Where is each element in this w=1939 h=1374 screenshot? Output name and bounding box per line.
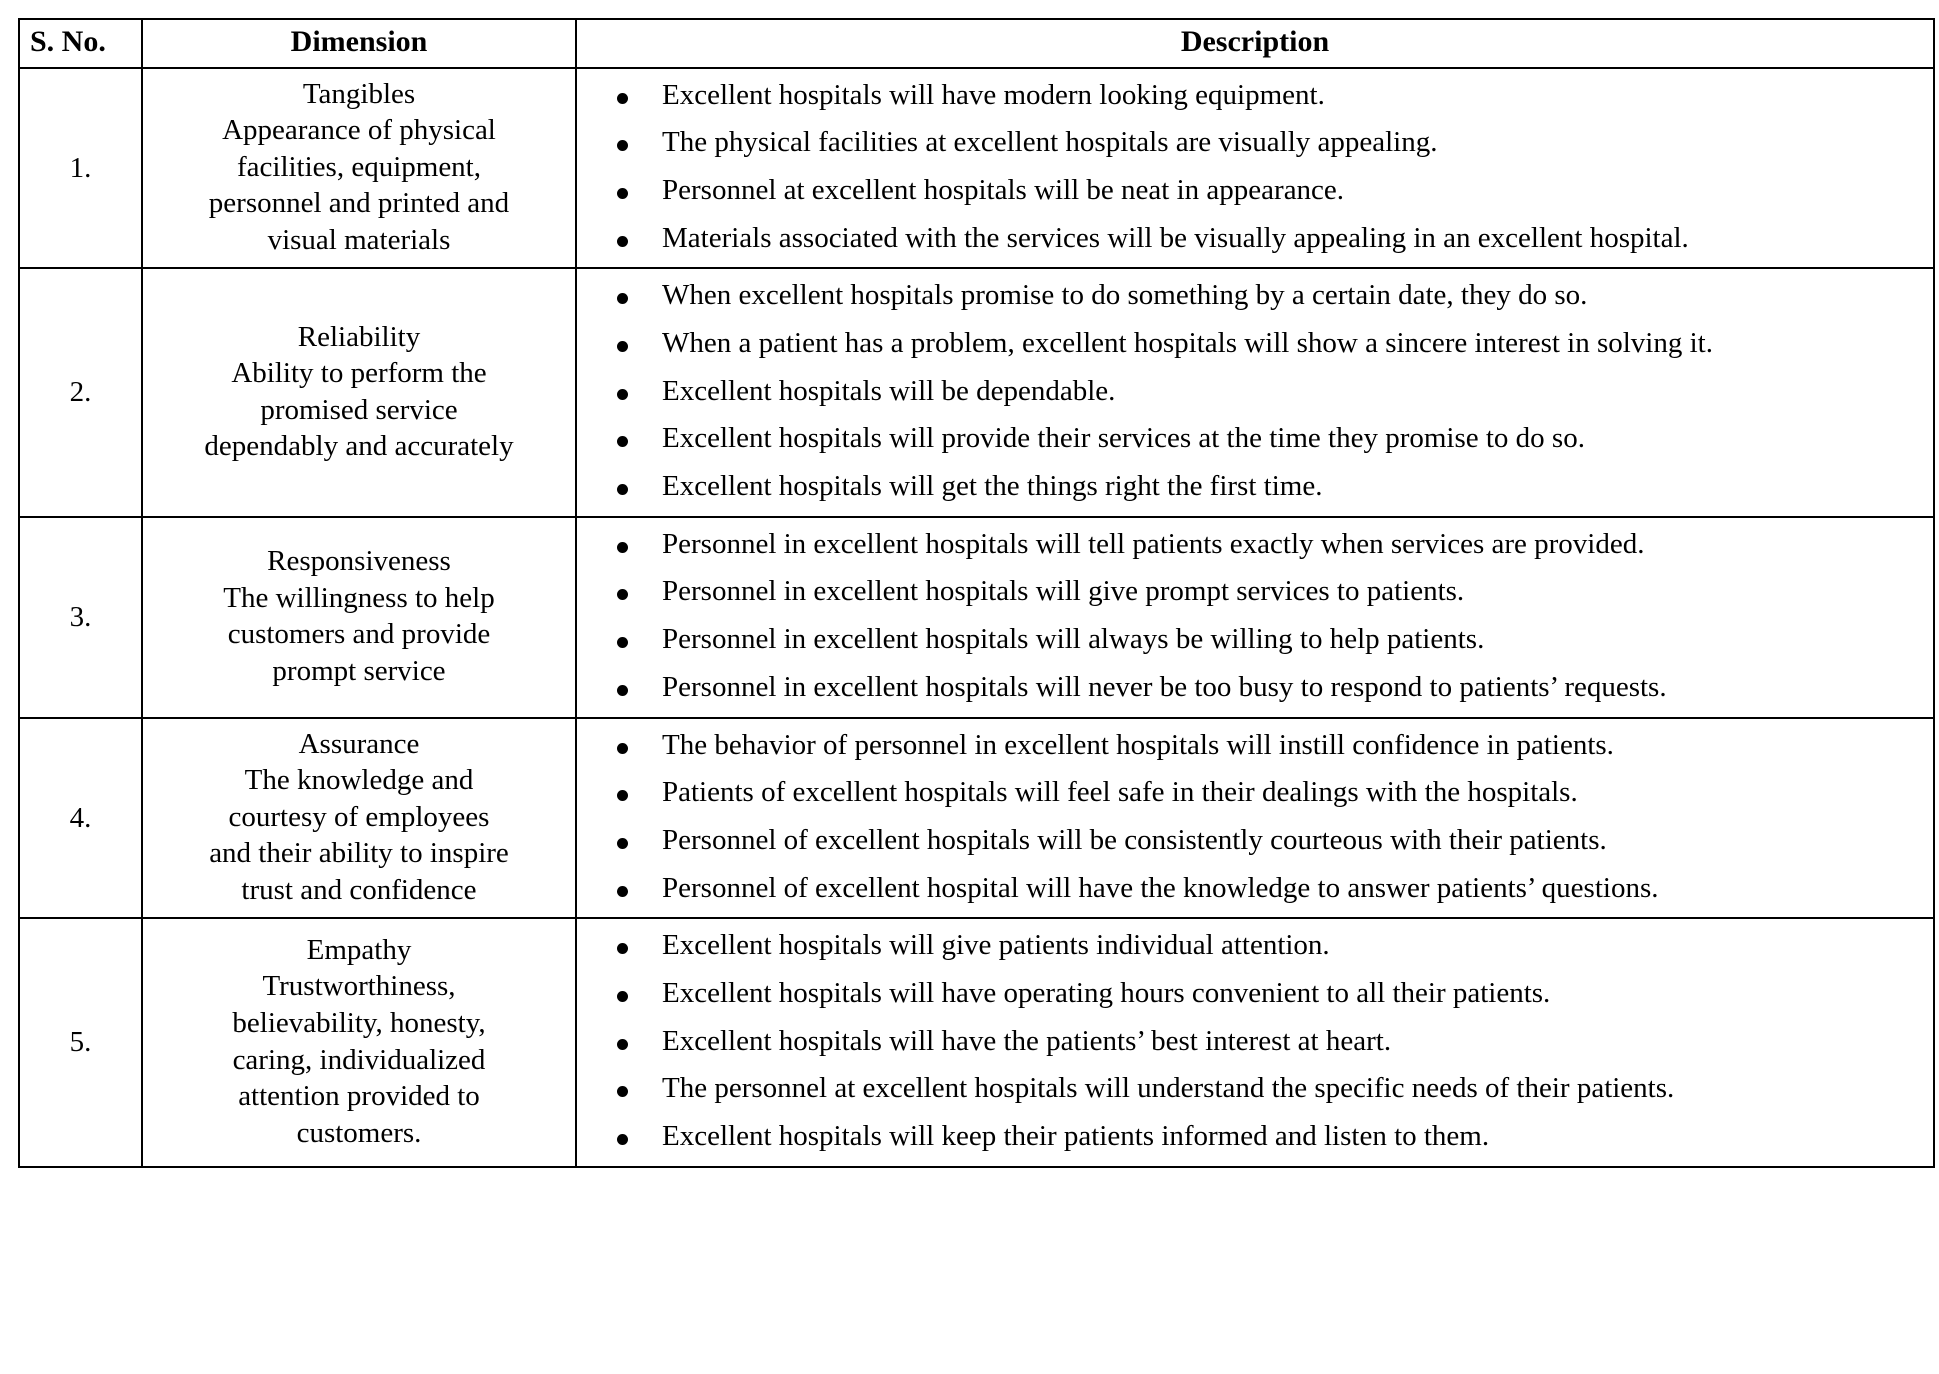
dimension-title: Responsiveness xyxy=(267,545,451,578)
cell-description xyxy=(576,918,1934,1166)
description-bullet-item: Excellent hospitals will give patients individual attention. xyxy=(577,927,1923,965)
dimension-description-line: trust and confidence xyxy=(241,873,477,906)
dimension-text-block xyxy=(153,319,565,465)
dimension-description-line: dependably and accurately xyxy=(204,430,514,463)
dimension-description-line: Ability to perform the xyxy=(231,357,487,390)
description-bullet-item: Excellent hospitals will have operating hours convenient to all their patients. xyxy=(577,975,1923,1013)
description-bullet-item: The behavior of personnel in excellent hospitals will instill confidence in patients. xyxy=(577,727,1923,765)
table-header-row xyxy=(19,19,1934,68)
dimension-description-line: caring, individualized xyxy=(232,1043,486,1076)
dimension-description-line: personnel and printed and xyxy=(208,187,510,220)
table-row xyxy=(19,918,1934,1166)
dimension-text-block xyxy=(153,76,565,259)
table-row xyxy=(19,68,1934,269)
dimension-text-block xyxy=(153,543,565,689)
description-bullet-item: Personnel in excellent hospitals will always be willing to help patients. xyxy=(577,621,1923,659)
table-body xyxy=(19,68,1934,1167)
dimension-description-line: facilities, equipment, xyxy=(236,150,481,183)
description-bullet-list xyxy=(577,526,1923,707)
description-bullet-item: When excellent hospitals promise to do something by a certain date, they do so. xyxy=(577,277,1923,315)
description-bullet-item: The personnel at excellent hospitals will understand the specific needs of their patients. xyxy=(577,1070,1923,1108)
cell-description xyxy=(576,68,1934,269)
description-bullet-item: Personnel in excellent hospitals will tell patients exactly when services are provided. xyxy=(577,526,1923,564)
table-row xyxy=(19,268,1934,516)
servqual-dimensions-table-container xyxy=(18,18,1933,1168)
description-bullet-item: Personnel of excellent hospital will have the knowledge to answer patients’ questions. xyxy=(577,870,1923,908)
cell-description xyxy=(576,517,1934,718)
cell-description xyxy=(576,268,1934,516)
description-bullet-list xyxy=(577,927,1923,1155)
description-bullet-item: Excellent hospitals will provide their services at the time they promise to do so. xyxy=(577,420,1923,458)
description-bullet-item: Patients of excellent hospitals will feel safe in their dealings with the hospitals. xyxy=(577,774,1923,812)
servqual-dimensions-table xyxy=(18,18,1935,1168)
dimension-description-line: promised service xyxy=(260,393,458,426)
dimension-title: Reliability xyxy=(297,320,421,353)
description-bullet-item: Excellent hospitals will get the things right the first time. xyxy=(577,468,1923,506)
description-bullet-list xyxy=(577,277,1923,505)
dimension-description-line: attention provided to xyxy=(238,1080,480,1113)
cell-serial-number: 1. xyxy=(19,68,142,269)
column-header-description: Description xyxy=(576,19,1934,68)
description-bullet-item: Personnel in excellent hospitals will never be too busy to respond to patients’ requests. xyxy=(577,669,1923,707)
description-bullet-item: When a patient has a problem, excellent hospitals will show a sincere interest in solving it. xyxy=(577,325,1923,363)
description-bullet-item: Personnel of excellent hospitals will be consistently courteous with their patients. xyxy=(577,822,1923,860)
description-bullet-item: Materials associated with the services will be visually appealing in an excellent hospital. xyxy=(577,220,1923,258)
description-bullet-item: Personnel at excellent hospitals will be neat in appearance. xyxy=(577,172,1923,210)
description-bullet-item: Personnel in excellent hospitals will give prompt services to patients. xyxy=(577,573,1923,611)
dimension-title: Empathy xyxy=(306,933,412,966)
cell-serial-number: 5. xyxy=(19,918,142,1166)
cell-dimension xyxy=(142,718,576,919)
dimension-description-line: believability, honesty, xyxy=(232,1006,486,1039)
description-bullet-item: Excellent hospitals will be dependable. xyxy=(577,373,1923,411)
table-row xyxy=(19,517,1934,718)
table-row xyxy=(19,718,1934,919)
dimension-description-line: Appearance of physical xyxy=(222,114,496,147)
dimension-description-line: courtesy of employees xyxy=(228,800,490,833)
description-bullet-item: The physical facilities at excellent hospitals are visually appealing. xyxy=(577,124,1923,162)
dimension-description-line: and their ability to inspire xyxy=(209,837,509,870)
cell-serial-number: 4. xyxy=(19,718,142,919)
table-header xyxy=(19,19,1934,68)
dimension-description-line: The willingness to help xyxy=(223,581,495,614)
dimension-description-line: customers and provide xyxy=(227,618,491,651)
dimension-description-line: Trustworthiness, xyxy=(262,970,456,1003)
cell-dimension xyxy=(142,68,576,269)
cell-dimension xyxy=(142,268,576,516)
description-bullet-item: Excellent hospitals will have the patients’ best interest at heart. xyxy=(577,1023,1923,1061)
cell-dimension xyxy=(142,918,576,1166)
cell-serial-number: 2. xyxy=(19,268,142,516)
dimension-description-line: prompt service xyxy=(272,654,446,687)
column-header-dimension: Dimension xyxy=(142,19,576,68)
dimension-title: Tangibles xyxy=(302,77,416,110)
cell-serial-number: 3. xyxy=(19,517,142,718)
description-bullet-list xyxy=(577,77,1923,258)
dimension-description-line: visual materials xyxy=(267,223,451,256)
description-bullet-item: Excellent hospitals will keep their patients informed and listen to them. xyxy=(577,1118,1923,1156)
cell-dimension xyxy=(142,517,576,718)
dimension-text-block xyxy=(153,932,565,1151)
dimension-title: Assurance xyxy=(298,727,420,760)
cell-description xyxy=(576,718,1934,919)
dimension-description-line: customers. xyxy=(296,1116,422,1149)
description-bullet-list xyxy=(577,727,1923,908)
dimension-description-line: The knowledge and xyxy=(244,764,474,797)
description-bullet-item: Excellent hospitals will have modern looking equipment. xyxy=(577,77,1923,115)
column-header-serial-number: S. No. xyxy=(19,19,142,68)
dimension-text-block xyxy=(153,726,565,909)
